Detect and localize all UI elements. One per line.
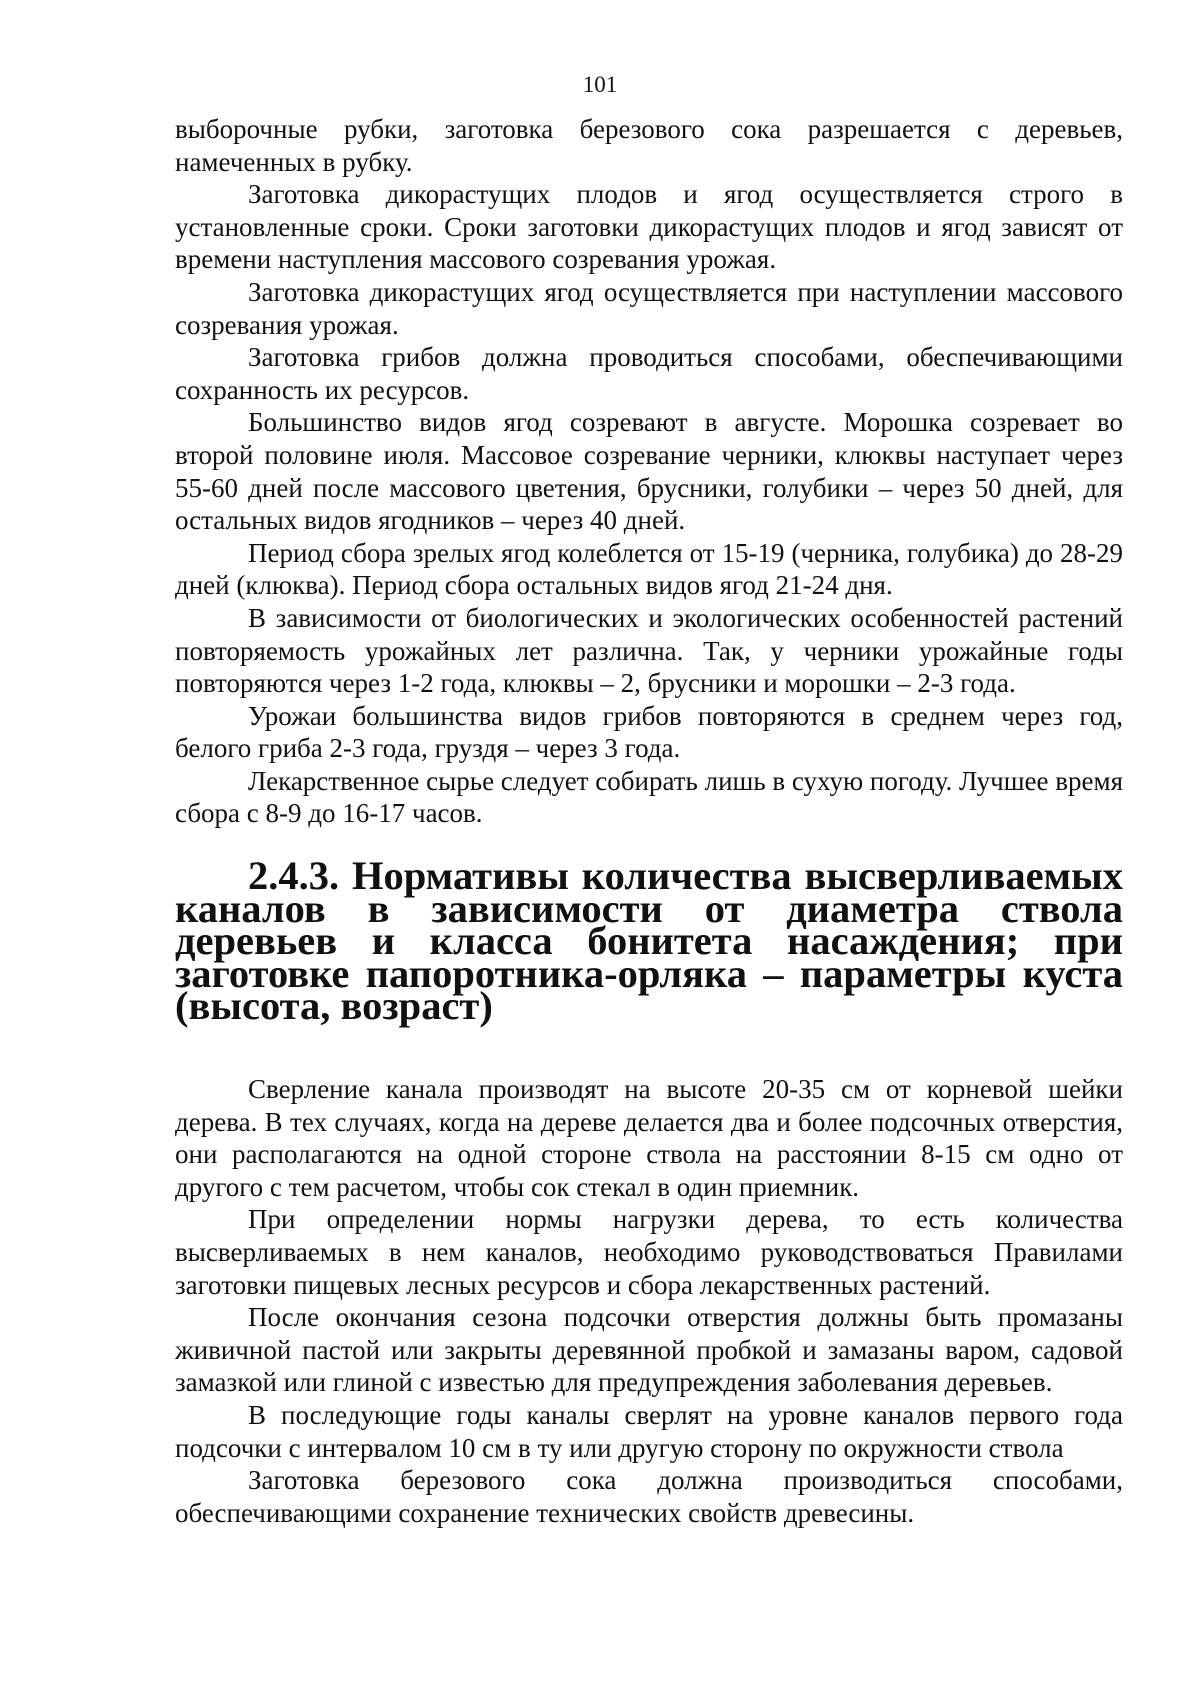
paragraph-bottom-1: При определении нормы нагрузки дерева, то есть количества высверливаемых в нем каналов, необходимо руководствоваться Правилами заготовки пищевых лесных ресурсов и сбора лекарственных растений. (175, 1204, 1123, 1300)
document-body (175, 113, 1123, 1529)
paragraph-bottom-4: Заготовка березового сока должна производиться способами, обеспечивающими сохранение технических свойств древесины. (175, 1465, 1123, 1528)
paragraph-bottom-3: В последующие годы каналы сверлят на уровне каналов первого года подсочки с интервалом 10 см в ту или другую сторону по окружности ствола (175, 1399, 1123, 1463)
paragraph-top-3: Заготовка грибов должна проводиться способами, обеспечивающими сохранность их ресурсов. (175, 342, 1123, 405)
paragraph-bottom-0: Сверление канала производят на высоте 20-35 см от корневой шейки дерева. В тех случаях, когда на дереве делается два и более подсочных отверстия, они располагаются на одной стороне ствола на расстоянии 8-15 см одно от другого с тем расчетом, чтобы сок стекал в один приемник. (175, 1074, 1123, 1202)
paragraph-top-2: Заготовка дикорастущих ягод осуществляется при наступлении массового созревания урожая. (175, 276, 1123, 340)
paragraph-top-1: Заготовка дикорастущих плодов и ягод осуществляется строго в установленные сроки. Сроки заготовки дикорастущих плодов и ягод зависят от времени наступления массового созревания урожая. (175, 179, 1123, 275)
paragraph-top-5: Период сбора зрелых ягод колеблется от 15-19 (черника, голубика) до 28-29 дней (клюква). Период сбора остальных видов ягод 21-24 дня. (175, 537, 1123, 601)
section-heading: 2.4.3. Нормативы количества высверливаемых каналов в зависимости от диаметра ствола деревьев и класса бонитета насаждения; при заготовке папоротника-орляка – параметры куста (высота, возраст) (175, 853, 1123, 1029)
paragraph-top-8: Лекарственное сырье следует собирать лишь в сухую погоду. Лучшее время сбора с 8-9 до 16-17 часов. (175, 765, 1123, 829)
paragraph-top-6: В зависимости от биологических и экологических особенностей растений повторяемость урожайных лет различна. Так, у черники урожайные годы повторяются через 1-2 года, клюквы – 2, брусники и морошки – 2-3 года. (175, 602, 1123, 699)
paragraph-top-4: Большинство видов ягод созревают в августе. Морошка созревает во второй половине июля. Массовое созревание черники, клюквы наступает через 55-60 дней после массового цветения, брусники, голубики – через 50 дней, для остальных видов ягодников – через 40 дней. (175, 407, 1123, 536)
paragraph-bottom-2: После окончания сезона подсочки отверстия должны быть промазаны живичной пастой или закрыты деревянной пробкой и замазаны варом, садовой замазкой или глиной с известью для предупреждения заболевания деревьев. (175, 1302, 1123, 1398)
page-number: 101 (582, 72, 618, 97)
paragraph-top-7: Урожаи большинства видов грибов повторяются в среднем через год, белого гриба 2-3 года, груздя – через 3 года. (175, 700, 1123, 764)
paragraph-top-0: выборочные рубки, заготовка березового сока разрешается с деревьев, намеченных в рубку. (175, 114, 1123, 177)
